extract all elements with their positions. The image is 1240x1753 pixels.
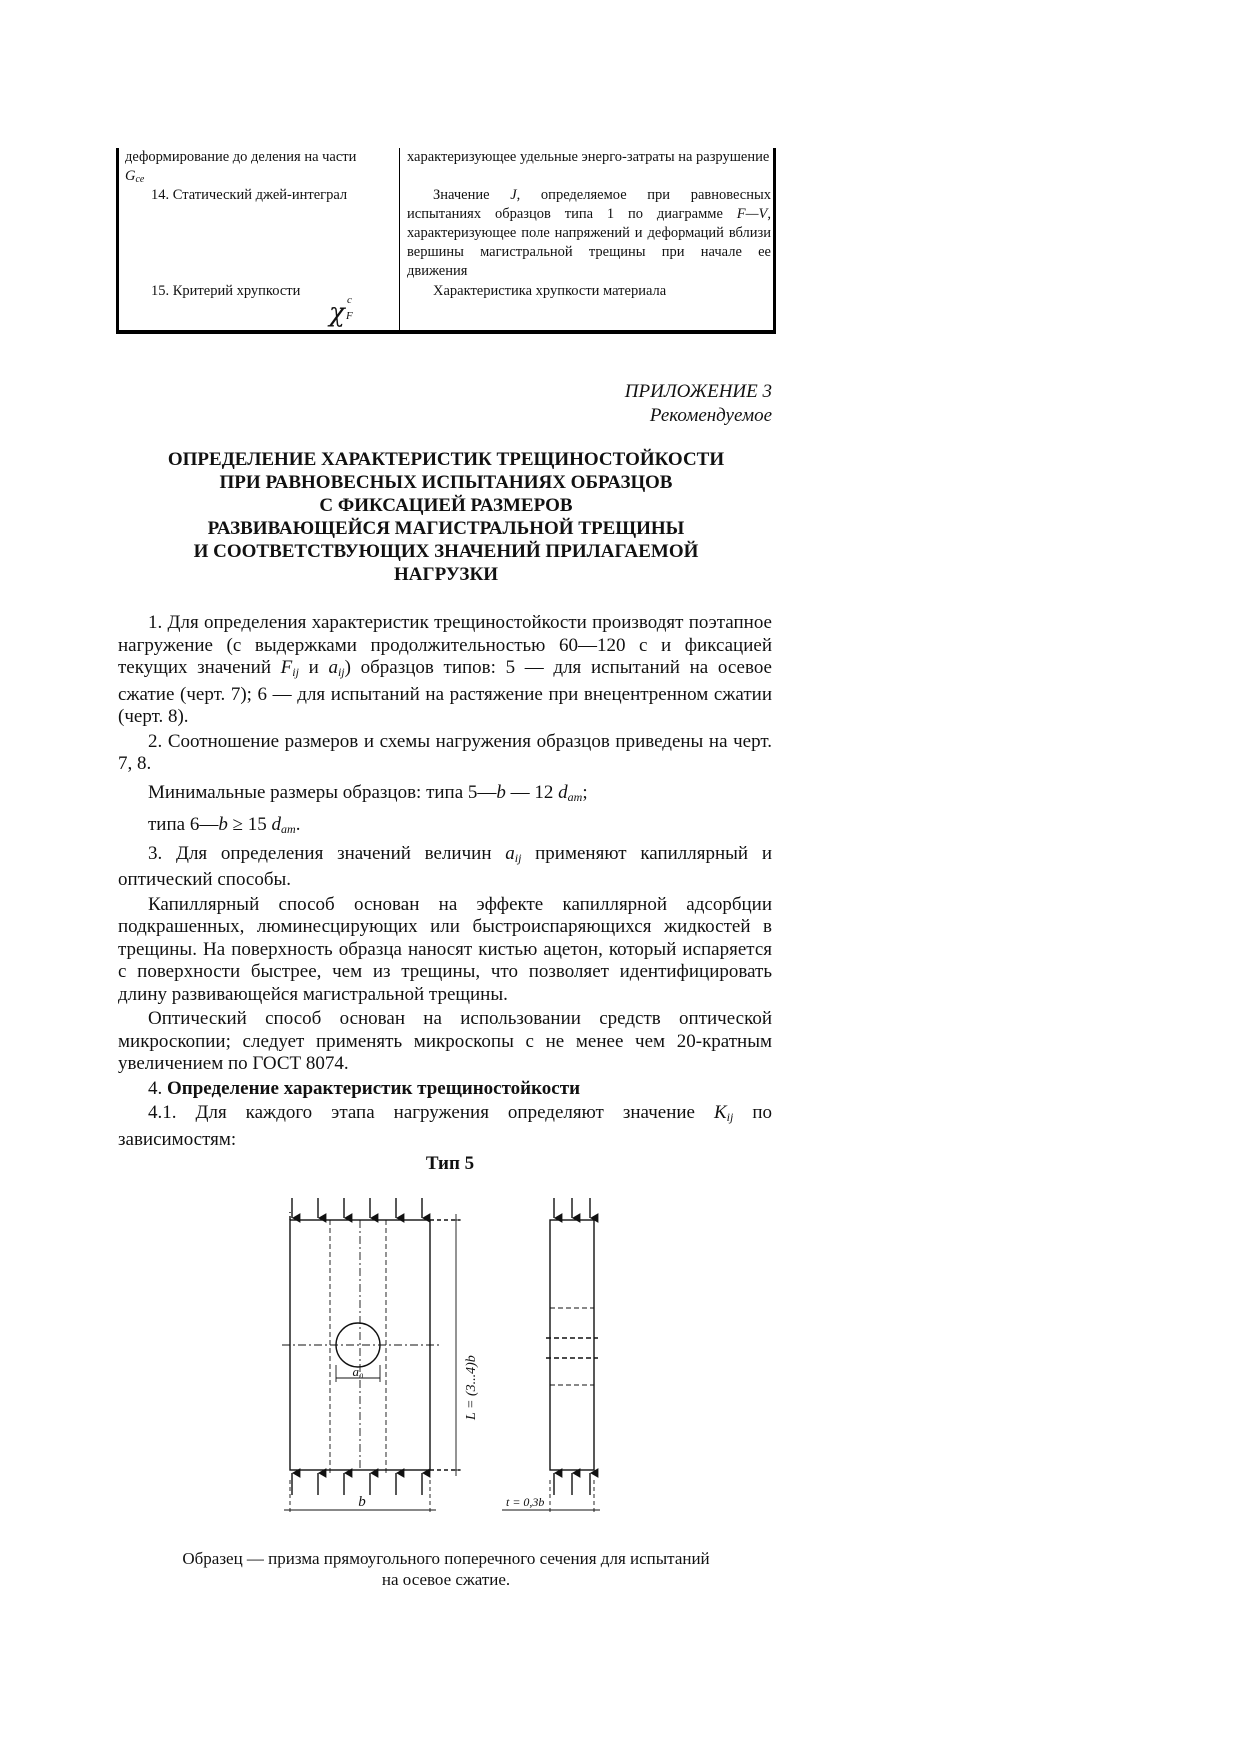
- paragraph-6: Капиллярный способ основан на эффекте капиллярной адсорбции подкрашенных, люминесцирующих или быстроиспаряющихся жидкостей в трещины. На поверхность образца наносят кистью ацетон, который испаряется с поверхности быстрее, чем из трещины, что позволяет идентифицировать длину развивающейся магистральной трещины.: [118, 893, 772, 1005]
- p1-symbol-a-sub: ij: [337, 665, 345, 679]
- p3-text-c: — 12: [505, 781, 559, 803]
- row14-symbol-j: J: [510, 187, 517, 203]
- paragraph-5: [118, 843, 772, 892]
- paragraph-1: [118, 612, 772, 729]
- row13-symbol: G: [125, 168, 136, 184]
- p8-number: 4.: [148, 1077, 167, 1099]
- table-column-divider: [399, 148, 400, 330]
- specimen-drawing: [270, 1190, 630, 1520]
- paragraph-8: [118, 1078, 772, 1101]
- appendix-status: Рекомендуемое: [649, 405, 772, 426]
- p3-symbol-d: d: [558, 781, 568, 803]
- p4-symbol-b: b: [218, 814, 228, 835]
- brittleness-symbol-sup: c: [347, 294, 352, 306]
- table-row-13-right: характеризующее удельные энерго-затраты на разрушение: [407, 149, 770, 165]
- p5-symbol-a: a: [505, 842, 515, 864]
- p4-text-a: типа 6—: [148, 814, 219, 835]
- p3-symbol-b: b: [496, 781, 506, 803]
- dimension-thickness-label: t = 0,3b: [506, 1495, 545, 1509]
- title-line: И СООТВЕТСТВУЮЩИХ ЗНАЧЕНИЙ ПРИЛАГАЕМОЙ: [193, 541, 699, 562]
- brittleness-symbol-sub: F: [346, 310, 353, 322]
- title-line: НАГРУЗКИ: [394, 564, 498, 585]
- title-line: С ФИКСАЦИЕЙ РАЗМЕРОВ: [319, 495, 573, 516]
- p4-text-c: ≥ 15: [227, 814, 272, 835]
- p1-text-b: ) образцов типов: 5 — для испытаний на осевое сжатие (черт. 7); 6 — для испытаний на растяжение при внецентренном сжатии (черт. 8).: [118, 657, 772, 727]
- p9-text-a: 4.1. Для каждого этапа нагружения определяют значение: [148, 1102, 714, 1123]
- paragraph-2: 2. Соотношение размеров и схемы нагружения образцов приведены на черт. 7, 8.: [118, 730, 772, 774]
- brittleness-symbol: χ: [329, 298, 345, 328]
- p8-heading: Определение характеристик трещиностойкости: [167, 1077, 581, 1099]
- paragraph-9: [118, 1102, 772, 1151]
- row14-text-b: , определяемое при равновесных испытаниях образцов типа 1 по диаграмме: [407, 187, 771, 222]
- specimen-side-view: [550, 1220, 594, 1470]
- dimension-length-label: L = (3...4)b: [464, 1355, 479, 1420]
- appendix-label: ПРИЛОЖЕНИЕ 3: [624, 381, 772, 402]
- p1-symbol-f-sub: ij: [292, 665, 299, 679]
- p5-symbol-a-sub: ij: [514, 850, 522, 865]
- caption-line-1: Образец — призма прямоугольного поперечного сечения для испытаний: [182, 1549, 710, 1568]
- p4-symbol-d-sub: am: [281, 822, 296, 836]
- appendix-heading: [625, 380, 772, 428]
- paragraph-3: [118, 782, 772, 809]
- p5-text-b: применяют капиллярный и оптический способы.: [118, 842, 772, 890]
- paragraph-4: [118, 814, 772, 841]
- p1-and: и: [298, 657, 329, 678]
- title-line: ОПРЕДЕЛЕНИЕ ХАРАКТЕРИСТИК ТРЕЩИНОСТОЙКОСТИ: [167, 449, 725, 470]
- table-row-14-right: [407, 186, 771, 281]
- p3-text-e: ;: [582, 781, 588, 803]
- table-row-15-right: Характеристика хрупкости материала: [433, 283, 667, 299]
- row14-symbol-fv: F—V: [736, 206, 768, 222]
- figure-caption: [116, 1548, 776, 1590]
- title-line: ПРИ РАВНОВЕСНЫХ ИСПЫТАНИЯХ ОБРАЗЦОВ: [219, 472, 673, 493]
- dimension-a0-label: a₀: [352, 1364, 364, 1379]
- p3-text-a: Минимальные размеры образцов: типа 5—: [148, 781, 497, 803]
- table-row-15-left: 15. Критерий хрупкости: [151, 283, 301, 299]
- p9-symbol-k: K: [713, 1102, 727, 1123]
- table-row-14-left: 14. Статический джей-интеграл: [151, 187, 348, 203]
- row13-symbol-sub: ce: [135, 174, 145, 185]
- p1-symbol-a: a: [328, 657, 338, 678]
- section-title: [116, 448, 776, 586]
- p9-symbol-k-sub: ij: [726, 1110, 734, 1124]
- body-text: [118, 612, 772, 1151]
- caption-line-2: на осевое сжатие.: [381, 1570, 511, 1589]
- p5-text-a: 3. Для определения значений величин: [148, 842, 506, 864]
- row14-text-c: , характеризующее поле напряжений и деформаций вблизи вершины магистральной трещины при начале ее движения: [407, 206, 771, 279]
- title-line: РАЗВИВАЮЩЕЙСЯ МАГИСТРАЛЬНОЙ ТРЕЩИНЫ: [207, 518, 685, 539]
- table-row-13-left: [125, 148, 395, 189]
- row13-left-text: деформирование до деления на части: [125, 149, 357, 165]
- p3-symbol-d-sub: am: [567, 789, 583, 804]
- p4-symbol-d: d: [271, 814, 282, 835]
- characteristics-table: [116, 148, 776, 334]
- figure-type-label: Тип 5: [425, 1153, 475, 1174]
- p1-text-a: 1. Для определения характеристик трещиностойкости производят поэтапное нагружение (с выдержками продолжительностью 60—120 с и фиксацией текущих значений: [118, 612, 772, 678]
- p1-symbol-f: F: [280, 657, 293, 678]
- dimension-b-label: b: [358, 1494, 366, 1510]
- paragraph-7: Оптический способ основан на использовании средств оптической микроскопии; следует применять микроскопы с не менее чем 20-кратным увеличением по ГОСТ 8074.: [118, 1008, 772, 1074]
- row14-text-a: Значение: [433, 187, 511, 203]
- p4-text-e: .: [295, 814, 301, 835]
- p9-text-b: по зависимостям:: [118, 1102, 772, 1150]
